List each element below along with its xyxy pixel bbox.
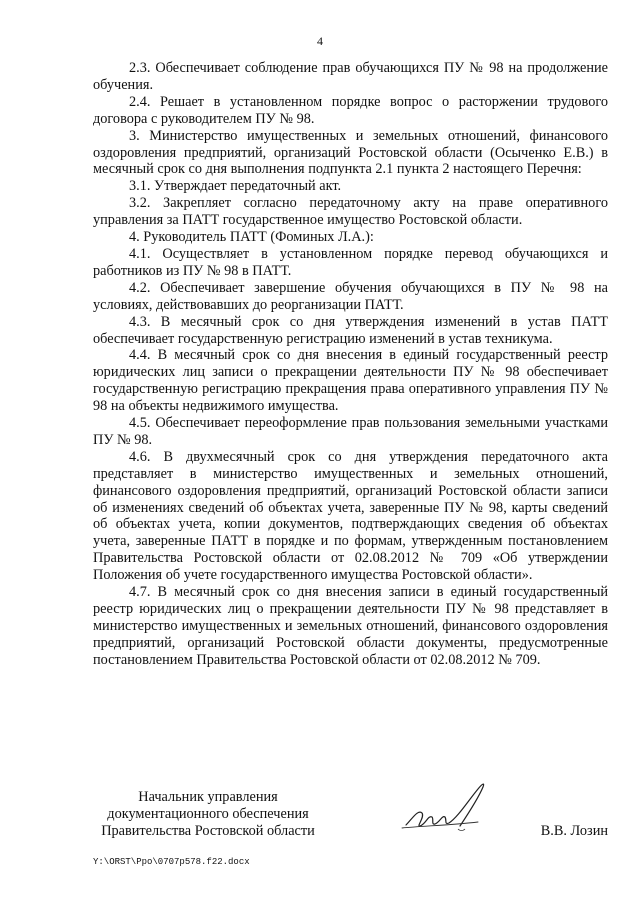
file-path: Y:\ORST\Ppo\0707p578.f22.docx (93, 857, 250, 867)
paragraph-2-4: 2.4. Решает в установленном порядке вопрос о расторжении трудового договора с руководителем ПУ № 98. (93, 93, 608, 127)
paragraph-4-3: 4.3. В месячный срок со дня утверждения изменений в устав ПАТТ обеспечивает государственную регистрацию изменений в устав техникума. (93, 313, 608, 347)
signature-block (93, 789, 608, 849)
handwritten-signature (398, 779, 508, 839)
signatory-title (93, 789, 323, 840)
paragraph-4-2: 4.2. Обеспечивает завершение обучения обучающихся в ПУ № 98 на условиях, действовавших до реорганизации ПАТТ. (93, 279, 608, 313)
paragraph-4-7: 4.7. В месячный срок со дня внесения записи в единый государственный реестр юридических лиц о прекращении деятельности ПУ № 98 представляет в министерство имущественных и земельных отношений, финансового оздоровления предприятий, организаций Ростовской области документы, предусмотренные постановлением Правительства Ростовской области от 02.08.2012 № 709. (93, 584, 608, 668)
signatory-name: В.В. Лозин (540, 823, 608, 839)
signatory-title-line: Начальник управления (138, 789, 278, 805)
paragraph-4-6: 4.6. В двухмесячный срок со дня утверждения передаточного акта представляет в министерство имущественных и земельных отношений, финансового оздоровления предприятий, организаций Ростовской области записи об изменениях сведений об объектах учета, заверенные ПУ № 98, карты сведений об объектах учета, копии документов, подтверждающих сведения об объектах учета, заверенные ПАТТ в порядке и по формам, утвержденным постановлением Правительства Ростовской области от 02.08.2012 № 709 «Об утверждении Положения об учете государственного имущества Ростовской области». (93, 448, 608, 584)
document-body (93, 60, 608, 669)
paragraph-3: 3. Министерство имущественных и земельных отношений, финансового оздоровления предприятий, организаций Ростовской области (Осыченко Е.В.) в месячный срок со дня выполнения подпункта 2.1 пункта 2 настоящего Перечня: (93, 127, 608, 178)
paragraph-3-1: 3.1. Утверждает передаточный акт. (129, 178, 342, 195)
paragraph-2-3: 2.3. Обеспечивает соблюдение прав обучающихся ПУ № 98 на продолжение обучения. (93, 60, 608, 93)
paragraph-3-2: 3.2. Закрепляет согласно передаточному акту на праве оперативного управления за ПАТТ государственное имущество Ростовской области. (93, 195, 608, 229)
signatory-title-line: Правительства Ростовской области (101, 823, 315, 839)
signatory-title-line: документационного обеспечения (107, 806, 309, 822)
paragraph-4-1: 4.1. Осуществляет в установленном порядке перевод обучающихся и работников из ПУ № 98 в ПАТТ. (93, 245, 608, 279)
paragraph-4-4: 4.4. В месячный срок со дня внесения в единый государственный реестр юридических лиц записи о прекращении деятельности ПУ № 98 обеспечивает государственную регистрацию прекращения права оперативного управления ПУ № 98 на объекты недвижимого имущества. (93, 347, 608, 415)
page-number: 4 (317, 34, 323, 48)
paragraph-4-5: 4.5. Обеспечивает переоформление прав пользования земельными участками ПУ № 98. (93, 415, 608, 448)
paragraph-4: 4. Руководитель ПАТТ (Фоминых Л.А.): (129, 229, 374, 246)
